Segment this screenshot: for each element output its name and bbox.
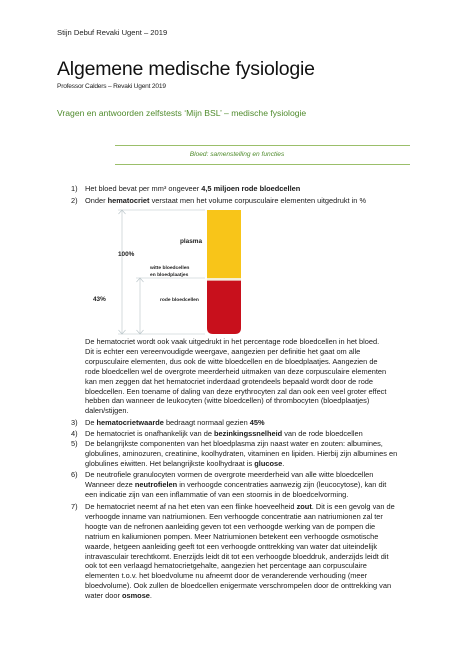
list-text-bold: bezinkingssnelheid (214, 429, 283, 438)
list-item-3 (71, 418, 265, 427)
list-text: in verhoogde concentraties aanwezig zijn (leucocytose), kan dit (177, 479, 387, 489)
list-text: verhoogde inname van natriumionen. Een verhoogde concentratie aan natriumionen zal ter (85, 511, 383, 521)
list-text: De neutrofiele granulocyten vormen de overgrote meerderheid van alle witte bloedcellen (85, 470, 374, 479)
label-wbc-line2: en bloedplaatjes (150, 273, 189, 278)
list-line (85, 591, 430, 601)
list-item-6 (71, 470, 430, 500)
paragraph-line: kan men zeggen dat het hematocriet inderdaad grotendeels bepaald wordt door de rode (85, 376, 374, 386)
list-text: een indicatie zijn van een inflammatie of van een stoornis in de bloedcelvorming. (85, 489, 349, 499)
list-text: intravasculair terechtkomt. Enerzijds leidt dit tot een verhoogde bloeddruk, anderzijds leidt dit (85, 551, 389, 561)
list-number: 5) (71, 439, 78, 448)
label-100-percent: 100% (118, 251, 135, 258)
list-text: ook tot een verlaagd hematocrietgehalte, aangezien het percentage aan corpusculaire (85, 561, 367, 571)
list-text: Wanneer deze (85, 479, 135, 489)
list-text-bold: zout (296, 502, 312, 511)
list-text-bold: 45% (249, 418, 265, 427)
paragraph-line: rode bloedcellen wel de overgrote meerderheid uitmaken van deze corpusculaire elementen (85, 366, 387, 376)
list-text: globulines eiwitten. Het belangrijkste koolhydraat is (85, 458, 255, 468)
list-text: hoogte van de nefronen aanleiding geven tot een verhoogde werking van de pompen die (85, 521, 376, 531)
list-text: globulines, aminozuren, creatinine, koolhydraten, vitaminen en lipiden. Hierbij zijn albumines en (85, 448, 398, 458)
label-wbc-line1: witte bloedcellen (150, 266, 190, 271)
list-text: De (85, 418, 97, 427)
list-text: van de rode bloedcellen (282, 429, 363, 438)
red-blood-cell-layer (207, 281, 241, 334)
buffy-coat-layer (207, 278, 241, 280)
list-text: De hematocriet is onafhankelijk van de (85, 429, 214, 438)
list-text: waarde, hetgeen aanleiding geeft tot een verhoogde onttrekking van water dat uiteindelijk (85, 541, 378, 551)
list-text: De belangrijkste componenten van het bloedplasma zijn naast water en zouten: albumines, (85, 439, 383, 448)
list-number: 2) (71, 196, 78, 205)
paragraph-line: dalen/stijgen. (85, 406, 129, 416)
list-line (85, 502, 430, 512)
list-text: Het bloed bevat per mm³ ongeveer (85, 184, 202, 193)
plasma-layer (207, 210, 241, 278)
label-43-percent: 43% (93, 296, 106, 303)
label-plasma: plasma (180, 238, 203, 245)
list-text: bedraagt normaal gezien (163, 418, 250, 427)
page-header: Stijn Debuf Revaki Ugent – 2019 (57, 28, 168, 37)
topic-heading: Bloed: samenstelling en functies (189, 151, 285, 158)
list-line (85, 480, 430, 490)
paragraph-line: hebben dan wanneer de leukocyten (witte bloedcellen) of thrombocyten (bloedplaatjes) (85, 396, 370, 406)
label-rbc: rode bloedcellen (160, 298, 199, 303)
list-text-bold: hematocrietwaarde (96, 418, 164, 427)
list-number: 1) (71, 184, 78, 193)
list-item-7 (71, 502, 430, 601)
document-subtitle: Professor Calders – Revaki Ugent 2019 (57, 83, 166, 90)
list-item-5 (71, 439, 430, 469)
list-text: natrium en kaliumionen pompen. Meer Natriumionen betekent een verhoogde osmotische (85, 531, 379, 541)
list-text: verstaat men het volume corpusculaire elementen uitgedrukt in % (149, 196, 367, 205)
blood-tube (207, 210, 241, 334)
paragraph-line: bloedcellen. Een toename of daling van deze erythrocyten zal dan ook een veel groter effect (85, 386, 387, 396)
list-text-bold: glucose (254, 458, 283, 468)
list-text: water door (85, 591, 122, 601)
list-item-4 (71, 429, 363, 438)
list-number: 7) (71, 502, 78, 511)
list-line (85, 459, 430, 469)
section-title: Vragen en antwoorden zelfstests ‘Mijn BSL’ – medische fysiologie (57, 108, 307, 118)
list-text: . Dit is een gevolg van de (311, 502, 395, 511)
document-title: Algemene medische fysiologie (57, 58, 315, 80)
paragraph-line: De hematocriet wordt ook vaak uitgedrukt in het percentage rode bloedcellen in het bloed. (85, 337, 380, 346)
list-text-bold: hematocriet (107, 196, 150, 205)
list-number: 4) (71, 429, 78, 438)
list-number: 3) (71, 418, 78, 427)
paragraph-line: Dit is echter een vereenvoudigde weergave, aangezien per definitie het gaat om alle (85, 346, 361, 356)
list-number: 6) (71, 470, 78, 479)
list-text: . (282, 458, 285, 468)
list-text: elementen t.o.v. het bloedvolume nu afneemt door de veranderende verhouding (meer (85, 571, 368, 581)
list-text-bold: osmose (121, 591, 150, 601)
hematocriet-paragraph (85, 337, 430, 416)
list-text: . (149, 591, 152, 601)
list-text-bold: 4,5 miljoen rode bloedcellen (201, 184, 301, 193)
list-text: bloedvolume). Ook zullen de bloedcellen enigermate verschrompelen door de onttrekking van (85, 581, 392, 591)
dimension-lines (118, 210, 205, 334)
list-text: De hematocriet neemt af na het eten van een flinke hoeveelheid (85, 502, 297, 511)
list-text: Onder (85, 196, 108, 205)
paragraph-line: corpusculaire elementen, dus ook de witte bloedcellen en de bloedplaatjes. Aangezien de (85, 356, 378, 366)
list-text-bold: neutrofielen (134, 479, 178, 489)
